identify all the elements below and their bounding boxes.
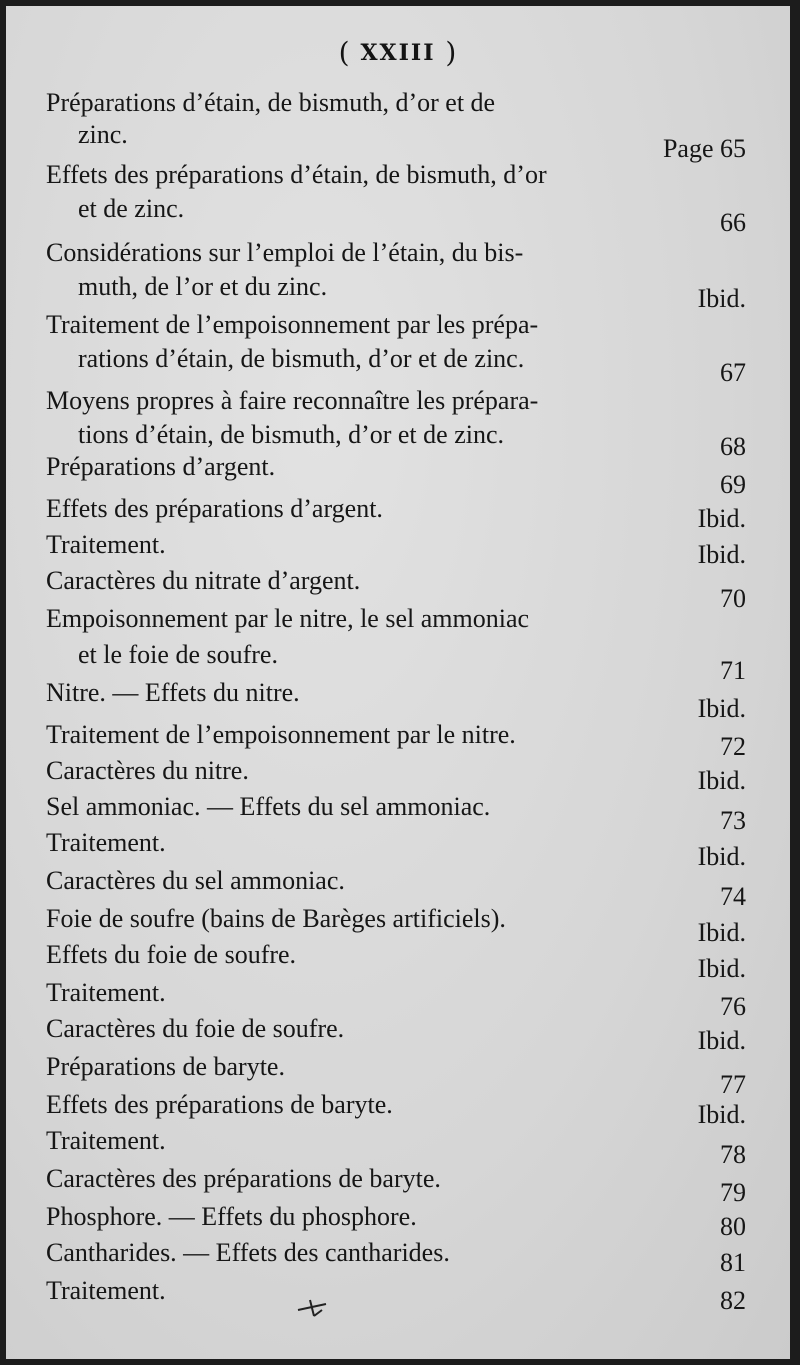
- entry-page-number: Ibid.: [697, 540, 746, 569]
- entry-page-number: 78: [720, 1140, 746, 1169]
- entry-title: Caractères du nitre.: [46, 756, 249, 785]
- entry-title: Caractères du nitrate d’argent.: [46, 566, 361, 595]
- table-of-contents: [6, 6, 790, 1359]
- entry-title: Traitement.: [46, 828, 166, 857]
- entry-page-number: Ibid.: [697, 284, 746, 313]
- entry-title: Moyens propres à faire reconnaître les prépara-: [46, 386, 539, 415]
- entry-title: Préparations d’argent.: [46, 452, 276, 481]
- entry-title: Sel ammoniac. — Effets du sel ammoniac.: [46, 792, 491, 821]
- entry-page-number: 67: [720, 358, 746, 387]
- entry-page-number: Ibid.: [697, 1026, 746, 1055]
- entry-page-number: 69: [720, 470, 746, 499]
- entry-title-continuation: et de zinc.: [78, 194, 185, 223]
- entry-title: Cantharides. — Effets des cantharides.: [46, 1238, 450, 1267]
- entry-title: Traitement de l’empoisonnement par le nitre.: [46, 720, 516, 749]
- entry-title: Phosphore. — Effets du phosphore.: [46, 1202, 417, 1231]
- entry-title: Considérations sur l’emploi de l’étain, du bis-: [46, 238, 524, 267]
- entry-page-number: Ibid.: [697, 842, 746, 871]
- entry-page-number: 66: [720, 208, 746, 237]
- entry-title: Traitement.: [46, 978, 166, 1007]
- header-open-paren: (: [338, 36, 351, 69]
- entry-title: Effets des préparations de baryte.: [46, 1090, 393, 1119]
- entry-page-number: 80: [720, 1212, 746, 1241]
- entry-page-number: 79: [720, 1178, 746, 1207]
- entry-title-continuation: zinc.: [78, 120, 128, 149]
- entry-page-number: Ibid.: [697, 1100, 746, 1129]
- entry-title: Foie de soufre (bains de Barèges artificiels).: [46, 904, 506, 933]
- entry-page-number: Ibid.: [697, 918, 746, 947]
- entry-title: Caractères du foie de soufre.: [46, 1014, 345, 1043]
- entry-title: Traitement.: [46, 1126, 166, 1155]
- entry-page-number: Ibid.: [697, 504, 746, 533]
- entry-page-number: Ibid.: [697, 954, 746, 983]
- entry-title: Caractères du sel ammoniac.: [46, 866, 345, 895]
- entry-title-continuation: muth, de l’or et du zinc.: [78, 272, 328, 301]
- entry-page-number: 77: [720, 1070, 746, 1099]
- entry-page-number: 76: [720, 992, 746, 1021]
- entry-page-number: 82: [720, 1286, 746, 1315]
- entry-page-number: 70: [720, 584, 746, 613]
- entry-page-number: 71: [720, 656, 746, 685]
- entry-page-number: 73: [720, 806, 746, 835]
- entry-title: Empoisonnement par le nitre, le sel ammoniac: [46, 604, 530, 633]
- book-page: [6, 6, 790, 1359]
- entry-page-number: Ibid.: [697, 694, 746, 723]
- entry-page-number: 68: [720, 432, 746, 461]
- entry-title: Traitement de l’empoisonnement par les prépa-: [46, 310, 539, 339]
- entry-page-number: Ibid.: [697, 766, 746, 795]
- entry-page-number: 74: [720, 882, 746, 911]
- entry-title: Effets des préparations d’argent.: [46, 494, 383, 523]
- header-close-paren: ): [445, 36, 458, 69]
- entry-title: Effets du foie de soufre.: [46, 940, 297, 969]
- entry-title-continuation: et le foie de soufre.: [78, 640, 278, 669]
- entry-title: Effets des préparations d’étain, de bismuth, d’or: [46, 160, 547, 189]
- entry-page-number: 81: [720, 1248, 746, 1277]
- page-numeral: XXIII: [360, 40, 436, 66]
- entry-title: Caractères des préparations de baryte.: [46, 1164, 441, 1193]
- entry-title: Préparations de baryte.: [46, 1052, 285, 1081]
- entry-title-continuation: tions d’étain, de bismuth, d’or et de zinc.: [78, 420, 505, 449]
- entry-page-number: 72: [720, 732, 746, 761]
- ink-mark: [296, 1296, 330, 1324]
- entry-title: Préparations d’étain, de bismuth, d’or et de: [46, 88, 496, 117]
- entry-title: Traitement.: [46, 1276, 166, 1305]
- entry-title: Traitement.: [46, 530, 166, 559]
- entry-page-number: Page 65: [662, 134, 746, 163]
- entry-title: Nitre. — Effets du nitre.: [46, 678, 300, 707]
- entry-title-continuation: rations d’étain, de bismuth, d’or et de zinc.: [78, 344, 525, 373]
